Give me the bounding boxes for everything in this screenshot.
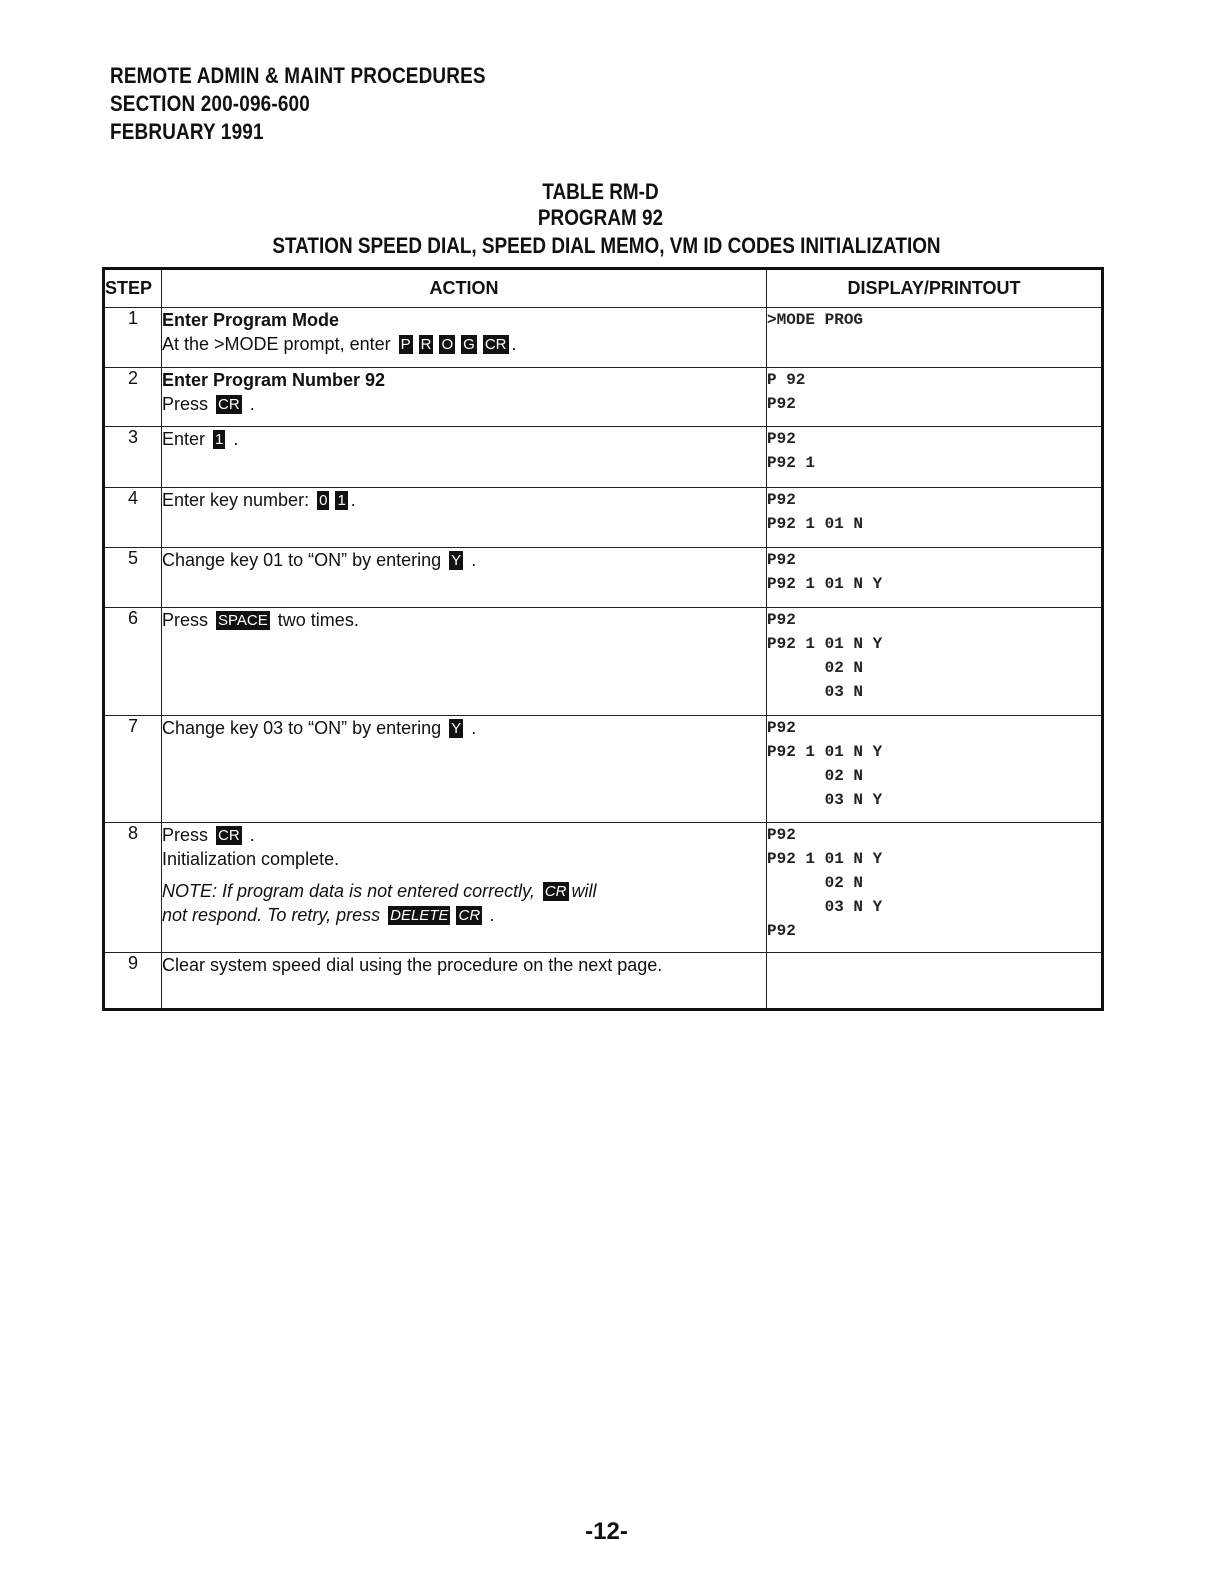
step-text-after: . — [471, 718, 477, 738]
header-line-1: REMOTE ADMIN & MAINT PROCEDURES — [110, 63, 486, 88]
step-text: Press — [162, 610, 209, 630]
step-text: Press — [162, 825, 209, 845]
display-output: P92 P92 1 01 N Y 02 N 03 N Y P92 — [767, 823, 1103, 953]
table-row — [104, 548, 1103, 608]
table-row — [104, 608, 1103, 716]
step-action — [162, 823, 767, 953]
step-text-after: . — [249, 394, 255, 414]
step-text-after: . — [350, 490, 356, 510]
step-text: Change key 01 to “ON” by entering — [162, 550, 442, 570]
step-number: 1 — [104, 308, 162, 368]
key-cap: P — [400, 336, 411, 353]
page-number: -12- — [585, 1518, 628, 1545]
document-header — [110, 62, 486, 146]
key-cap: 0 — [319, 492, 328, 509]
step-text: Clear system speed dial using the procedure on the next page. — [162, 955, 663, 975]
step-text-after: . — [233, 429, 239, 449]
step-action — [162, 427, 767, 488]
key-cap: SPACE — [218, 612, 268, 629]
header-line-3: FEBRUARY 1991 — [110, 119, 264, 144]
step-text: At the >MODE prompt, enter — [162, 334, 391, 354]
step-text-after: . — [471, 550, 477, 570]
step-text-after: two times. — [277, 610, 359, 630]
step-number: 7 — [104, 716, 162, 823]
display-output: P92 P92 1 01 N — [767, 488, 1103, 548]
display-output: P 92 P92 — [767, 368, 1103, 427]
key-cap: O — [441, 336, 454, 353]
key-cap: G — [463, 336, 475, 353]
step-text: Change key 03 to “ON” by entering — [162, 718, 442, 738]
table-row — [104, 716, 1103, 823]
step-action — [162, 953, 767, 1010]
key-cap: Y — [451, 720, 462, 737]
key-cap: Y — [451, 552, 462, 569]
table-row — [104, 823, 1103, 953]
table-title-line-1: TABLE RM-D — [542, 179, 659, 204]
table-row — [104, 308, 1103, 368]
key-cap: DELETE — [390, 907, 449, 924]
table-row — [104, 368, 1103, 427]
table-title-line-2: PROGRAM 92 — [537, 205, 664, 230]
key-cap: R — [420, 336, 432, 353]
step-action — [162, 716, 767, 823]
note-text-a: NOTE: If program data is not entered correctly, — [162, 881, 535, 901]
key-cap: CR — [218, 396, 240, 413]
key-cap: 1 — [215, 431, 224, 448]
step-text: Enter — [162, 429, 206, 449]
column-header-step: STEP — [104, 269, 162, 308]
step-number: 5 — [104, 548, 162, 608]
step-number: 6 — [104, 608, 162, 716]
step-number: 4 — [104, 488, 162, 548]
step-action — [162, 308, 767, 368]
column-header-display: DISPLAY/PRINTOUT — [767, 269, 1103, 308]
table-title-line-3: STATION SPEED DIAL, SPEED DIAL MEMO, VM ID CODES INITIALIZATION — [272, 233, 941, 258]
step-text-line-2: Initialization complete. — [162, 849, 340, 869]
display-output — [767, 953, 1103, 1010]
column-header-action: ACTION — [162, 269, 767, 308]
step-action — [162, 368, 767, 427]
key-cap: CR — [218, 827, 240, 844]
display-output: P92 P92 1 — [767, 427, 1103, 488]
key-cap: CR — [484, 336, 507, 353]
step-action — [162, 608, 767, 716]
note-text-c: not respond. To retry, press — [162, 905, 381, 925]
table-header-row — [104, 269, 1103, 308]
display-output: P92 P92 1 01 N Y 02 N 03 N Y — [767, 716, 1103, 823]
step-text: Press — [162, 394, 209, 414]
step-number: 8 — [104, 823, 162, 953]
display-output: P92 P92 1 01 N Y 02 N 03 N — [767, 608, 1103, 716]
display-output: >MODE PROG — [767, 308, 1103, 368]
step-number: 3 — [104, 427, 162, 488]
display-output: P92 P92 1 01 N Y — [767, 548, 1103, 608]
step-number: 9 — [104, 953, 162, 1010]
step-note — [162, 879, 766, 927]
key-cap: CR — [544, 883, 567, 900]
step-text: Enter key number: — [162, 490, 310, 510]
step-title: Enter Program Number 92 — [162, 370, 386, 390]
step-number: 2 — [104, 368, 162, 427]
note-text-b: will — [571, 881, 597, 901]
step-title: Enter Program Mode — [162, 310, 340, 330]
step-text-after: . — [249, 825, 255, 845]
table-row — [104, 488, 1103, 548]
step-action — [162, 488, 767, 548]
key-cap: CR — [458, 907, 481, 924]
table-row — [104, 953, 1103, 1010]
table-row — [104, 427, 1103, 488]
note-text-after: . — [490, 905, 496, 925]
key-cap: 1 — [337, 492, 346, 509]
procedure-table — [102, 267, 1104, 1011]
step-text-after: . — [511, 334, 517, 354]
step-action — [162, 548, 767, 608]
header-line-2: SECTION 200-096-600 — [110, 91, 310, 116]
